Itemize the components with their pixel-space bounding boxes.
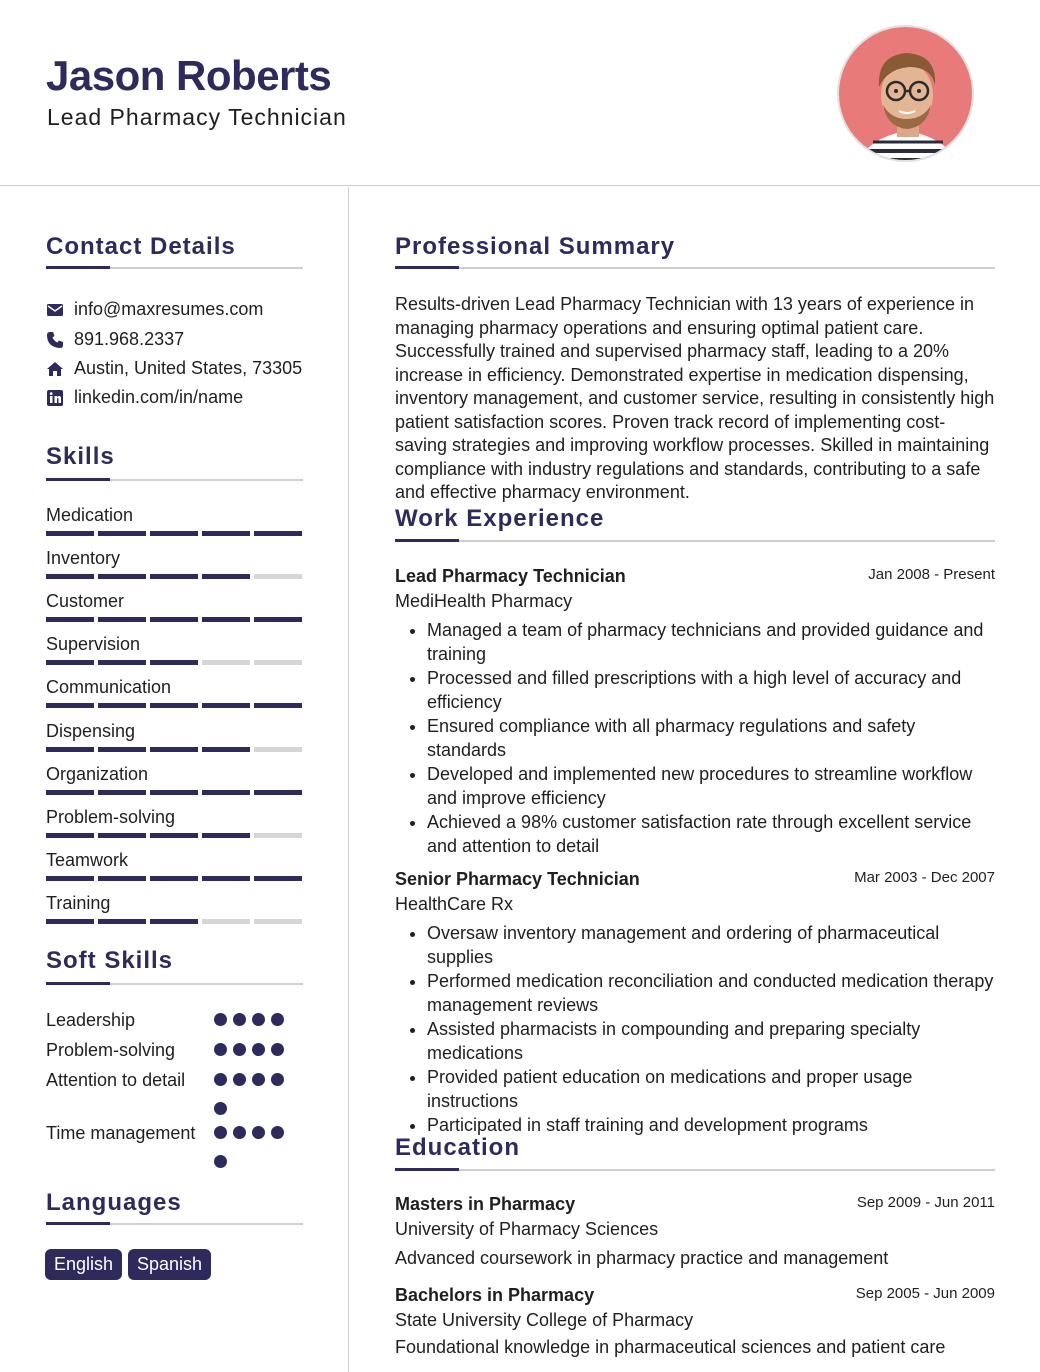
contact-location: [46, 358, 302, 379]
skill-level-segment: [254, 703, 302, 708]
education-dates: Sep 2009 - Jun 2011: [856, 1194, 995, 1211]
soft-skill-item: [46, 1038, 302, 1063]
education-school: State University College of Pharmacy: [395, 1310, 694, 1330]
skill-level-segment: [98, 660, 146, 665]
skill-label: Inventory: [46, 548, 121, 569]
skill-label: Customer: [46, 591, 125, 612]
rating-dot: [252, 1126, 265, 1139]
skill-level-segment: [46, 747, 94, 752]
rating-dot: [214, 1013, 227, 1026]
skill-label: Problem-solving: [46, 806, 176, 827]
contact-phone[interactable]: [46, 329, 184, 350]
phone-icon: [46, 331, 64, 349]
job-bullet: • Ensured compliance with all pharmacy regulations and safety standards: [427, 714, 995, 762]
skill-level-segment: [46, 833, 94, 838]
skill-level-bar: [46, 833, 302, 838]
skill-item: [46, 634, 302, 655]
skills-heading: Skills: [46, 443, 115, 470]
job-bullets: [395, 618, 995, 858]
soft-skill-rating: [214, 1126, 289, 1168]
skill-level-segment: [150, 531, 198, 536]
skill-level-segment: [254, 790, 302, 795]
job-company: MediHealth Pharmacy: [395, 591, 573, 611]
education-entry: [395, 1194, 995, 1269]
soft-skill-rating: [214, 1073, 289, 1115]
contact-heading: Contact Details: [46, 233, 236, 260]
rating-dot: [271, 1013, 284, 1026]
rating-dot: [233, 1126, 246, 1139]
rating-dot: [214, 1155, 227, 1168]
skill-level-segment: [98, 574, 146, 579]
soft-skill-label: Attention to detail: [46, 1070, 186, 1090]
soft-skill-label: Problem-solving: [46, 1040, 176, 1060]
skill-level-segment: [98, 703, 146, 708]
envelope-icon: [46, 301, 64, 319]
language-badge: English: [45, 1249, 122, 1280]
skill-level-segment: [98, 833, 146, 838]
candidate-name: Jason Roberts: [46, 52, 332, 99]
skill-level-bar: [46, 574, 302, 579]
skill-level-segment: [98, 747, 146, 752]
rating-dot: [233, 1073, 246, 1086]
skill-level-segment: [254, 876, 302, 881]
soft-skill-rating: [214, 1043, 289, 1056]
skill-item: [46, 591, 302, 612]
rating-dot: [214, 1102, 227, 1115]
education-description: Advanced coursework in pharmacy practice and management: [395, 1248, 889, 1268]
contact-rule: [46, 267, 303, 269]
skill-level-segment: [202, 790, 250, 795]
soft-skill-label: Leadership: [46, 1010, 136, 1030]
contact-phone-text: 891.968.2337: [74, 329, 185, 349]
rating-dot: [214, 1073, 227, 1086]
rating-dot: [214, 1043, 227, 1056]
job-bullet: • Performed medication reconciliation and conducted medication therapy management reviews: [427, 969, 995, 1017]
rating-dot: [252, 1073, 265, 1086]
skill-item: [46, 850, 302, 871]
job-bullet: • Provided patient education on medications and proper usage instructions: [427, 1065, 995, 1113]
skill-level-bar: [46, 660, 302, 665]
job-bullet: • Participated in staff training and development programs: [427, 1113, 995, 1137]
skill-level-segment: [46, 919, 94, 924]
job-role: Senior Pharmacy Technician: [395, 869, 640, 889]
skill-level-bar: [46, 531, 302, 536]
summary-heading: Professional Summary: [395, 233, 676, 260]
profile-photo-illustration: [839, 27, 974, 162]
skill-level-segment: [46, 790, 94, 795]
experience-rule: [395, 540, 995, 542]
skill-level-segment: [254, 747, 302, 752]
skill-label: Communication: [46, 677, 172, 698]
rating-dot: [252, 1013, 265, 1026]
skill-item: [46, 505, 302, 526]
skill-level-segment: [46, 531, 94, 536]
job-company: HealthCare Rx: [395, 894, 514, 914]
skill-level-segment: [46, 703, 94, 708]
skill-level-segment: [254, 833, 302, 838]
skill-level-bar: [46, 790, 302, 795]
soft-skills-rule: [46, 983, 303, 985]
linkedin-icon: [46, 389, 64, 407]
skill-level-segment: [150, 574, 198, 579]
skill-level-segment: [254, 660, 302, 665]
resume-header: [0, 0, 1040, 186]
skill-label: Dispensing: [46, 720, 136, 741]
skill-level-segment: [98, 531, 146, 536]
home-icon: [46, 360, 64, 378]
skill-level-bar: [46, 703, 302, 708]
experience-heading: Work Experience: [395, 505, 605, 532]
rating-dot: [271, 1126, 284, 1139]
skill-label: Supervision: [46, 634, 141, 655]
skill-level-segment: [150, 660, 198, 665]
job-bullet: • Managed a team of pharmacy technicians and provided guidance and training: [427, 618, 995, 666]
rating-dot: [271, 1043, 284, 1056]
summary-rule: [395, 267, 995, 269]
contact-linkedin[interactable]: [46, 387, 243, 408]
skill-level-segment: [254, 574, 302, 579]
skill-level-segment: [202, 919, 250, 924]
skill-level-segment: [202, 747, 250, 752]
skill-level-segment: [150, 919, 198, 924]
skill-level-segment: [150, 876, 198, 881]
contact-email-text: info@maxresumes.com: [74, 299, 264, 319]
job-bullet: • Processed and filled prescriptions with a high level of accuracy and efficiency: [427, 666, 995, 714]
skill-level-segment: [150, 833, 198, 838]
job-entry: [395, 869, 995, 1137]
job-bullet: • Achieved a 98% customer satisfaction rate through excellent service and attention to detail: [427, 810, 995, 858]
skill-level-segment: [254, 919, 302, 924]
rating-dot: [233, 1043, 246, 1056]
skill-level-segment: [202, 876, 250, 881]
education-rule: [395, 1169, 995, 1171]
skill-level-segment: [254, 531, 302, 536]
job-bullet: • Assisted pharmacists in compounding and preparing specialty medications: [427, 1017, 995, 1065]
job-bullet: • Developed and implemented new procedures to streamline workflow and improve efficiency: [427, 762, 995, 810]
contact-linkedin-text: linkedin.com/in/name: [74, 387, 244, 407]
skill-level-segment: [150, 617, 198, 622]
skill-level-bar: [46, 876, 302, 881]
summary-text: Results-driven Lead Pharmacy Technician with 13 years of experience in managing pharmacy operations and ensuring optimal patient care. Successfully trained and supervised pharmacy staff, leading to a 20% increase in efficiency. Demonstrated expertise in medication dispensing, inventory management, and customer service, resulting in consistently high patient satisfaction scores. Proven track record of implementing cost-saving strategies and improving workflow processes. Skilled in maintaining compliance with industry regulations and standards, contributing to a safe and effective pharmacy environment.: [395, 294, 995, 502]
job-dates: Mar 2003 - Dec 2007: [854, 869, 995, 886]
skill-level-segment: [202, 660, 250, 665]
skill-level-segment: [202, 574, 250, 579]
skill-label: Training: [46, 892, 111, 913]
skill-level-segment: [254, 617, 302, 622]
education-description: Foundational knowledge in pharmaceutical sciences and patient care: [395, 1337, 946, 1357]
soft-skill-rating: [214, 1013, 289, 1026]
job-bullets: [395, 921, 995, 1137]
education-degree: Masters in Pharmacy: [395, 1194, 576, 1214]
column-divider: [348, 187, 349, 1372]
education-entry: [395, 1285, 995, 1358]
contact-email[interactable]: [46, 299, 263, 320]
job-bullet: • Oversaw inventory management and ordering of pharmaceutical supplies: [427, 921, 995, 969]
skill-level-segment: [46, 660, 94, 665]
rating-dot: [214, 1126, 227, 1139]
rating-dot: [271, 1073, 284, 1086]
soft-skill-item: [46, 1121, 302, 1146]
skill-item: [46, 807, 302, 828]
languages-rule: [46, 1223, 303, 1225]
education-dates: Sep 2005 - Jun 2009: [855, 1285, 995, 1302]
skill-level-bar: [46, 747, 302, 752]
skill-item: [46, 548, 302, 569]
skill-item: [46, 677, 302, 698]
skill-level-segment: [150, 703, 198, 708]
skill-item: [46, 764, 302, 785]
skill-level-segment: [46, 617, 94, 622]
soft-skill-item: [46, 1008, 302, 1033]
skill-level-bar: [46, 919, 302, 924]
education-school: University of Pharmacy Sciences: [395, 1219, 659, 1239]
education-heading: Education: [395, 1134, 521, 1161]
skill-level-segment: [98, 876, 146, 881]
contact-location-text: Austin, United States, 73305: [74, 358, 303, 378]
skill-item: [46, 893, 302, 914]
skill-level-segment: [202, 531, 250, 536]
language-badge: Spanish: [128, 1249, 211, 1280]
skill-level-segment: [98, 790, 146, 795]
skill-level-segment: [202, 617, 250, 622]
skill-level-bar: [46, 617, 302, 622]
skill-level-segment: [46, 574, 94, 579]
job-role: Lead Pharmacy Technician: [395, 566, 626, 586]
rating-dot: [252, 1043, 265, 1056]
skill-label: Medication: [46, 505, 134, 525]
skill-item: [46, 721, 302, 742]
soft-skill-item: [46, 1068, 302, 1093]
avatar: [837, 25, 974, 162]
rating-dot: [233, 1013, 246, 1026]
skill-level-segment: [202, 703, 250, 708]
skill-level-segment: [202, 833, 250, 838]
languages-heading: Languages: [46, 1189, 182, 1216]
soft-skills-heading: Soft Skills: [46, 947, 174, 974]
soft-skill-label: Time management: [46, 1123, 196, 1143]
candidate-title: Lead Pharmacy Technician: [47, 104, 347, 130]
skills-rule: [46, 479, 303, 481]
skill-label: Organization: [46, 763, 149, 784]
skill-level-segment: [98, 617, 146, 622]
education-degree: Bachelors in Pharmacy: [395, 1285, 595, 1305]
skill-level-segment: [150, 747, 198, 752]
skill-level-segment: [98, 919, 146, 924]
skill-level-segment: [150, 790, 198, 795]
job-entry: [395, 566, 995, 858]
skill-label: Teamwork: [46, 849, 129, 870]
job-dates: Jan 2008 - Present: [868, 566, 995, 583]
skill-level-segment: [46, 876, 94, 881]
